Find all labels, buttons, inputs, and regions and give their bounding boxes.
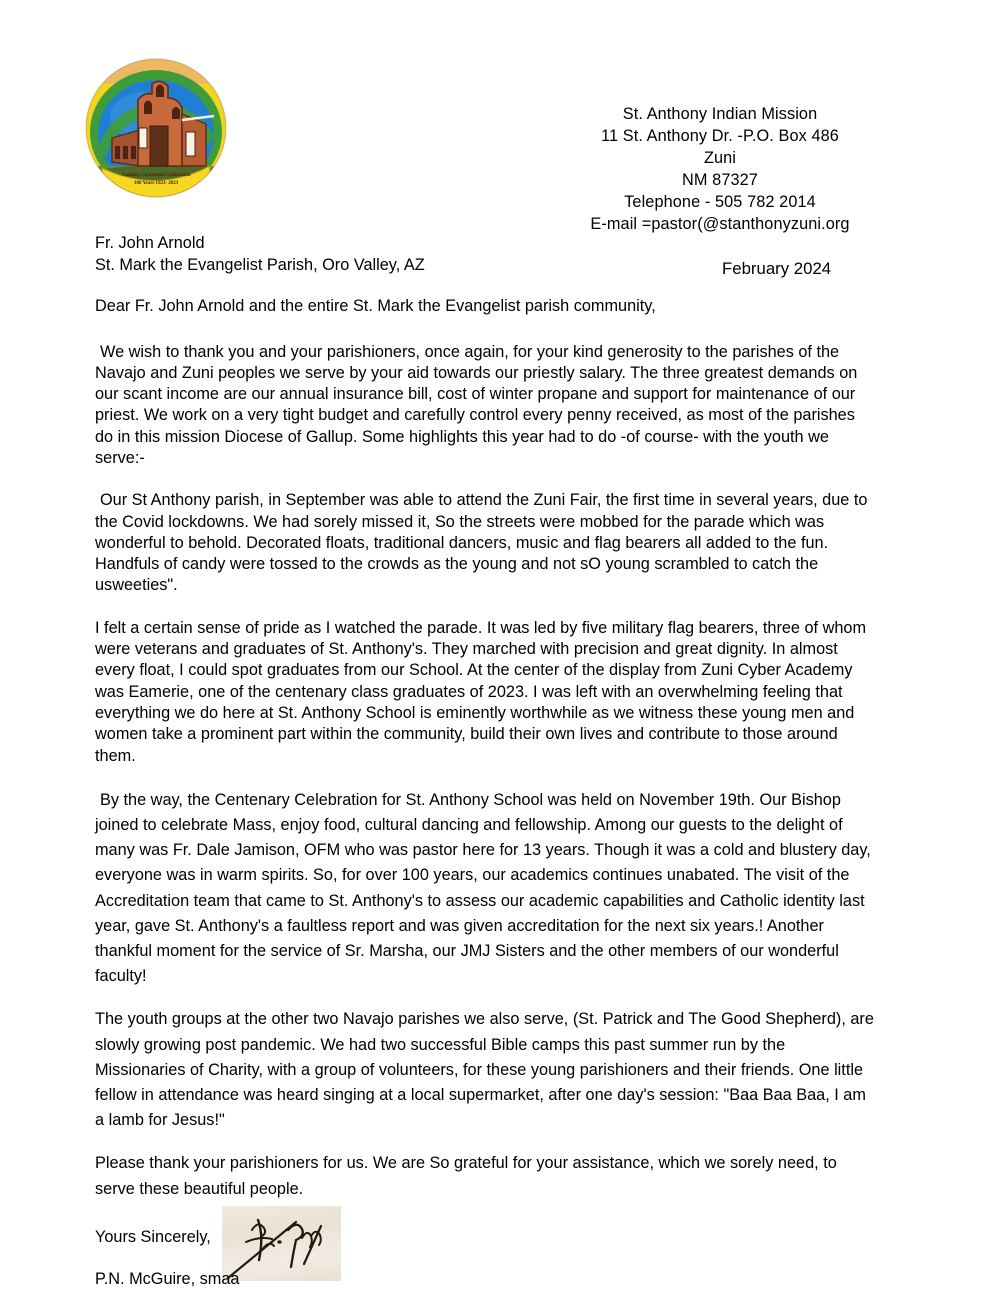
address-line-telephone: Telephone - 505 782 2014 [624,193,816,211]
address-line-street: 11 St. Anthony Dr. -P.O. Box 486 [601,127,839,145]
valediction: Yours Sincerely, [95,1227,211,1246]
body-paragraph-4: By the way, the Centenary Celebration for St. Anthony School was held on November 19th. Our Bishop joined to celebrate Mass, enjoy food, cultural dancing and fellowship. Among our guests to the delight of many was Fr. Dale Jamison, OFM who was pastor here for 13 years. Though it was a cold and blustery day, everyone was in warm spirits. So, for over 100 years, our academics continues unabated. The visit of the Accreditation team that came to St. Anthony's to assess our academic capabilities and Catholic identity last year, gave St. Anthony's a faultless report and was given accreditation for the next six years.! Another thankful moment for the service of Sr. Marsha, our JMJ Sisters and the other members of our wonderful faculty! [95,790,871,986]
address-line-state-zip: NM 87327 [682,171,758,189]
body-paragraph-3: I felt a certain sense of pride as I watched the parade. It was led by five military flag bearers, three of whom were veterans and graduates of St. Anthony's. They marched with precision and great dignity. In almost every float, I could spot graduates from our School. At the center of the display from Zuni Cyber Academy was Eamerie, one of the centenary class graduates of 2023. I was left with an overwhelming feeling that everything we do here at St. Anthony School is eminently worthwhile as we witness these young men and women take a prominent part within the community, build their own lives and contribute to those around them. [95,618,867,765]
address-line-city: Zuni [703,149,737,167]
mission-logo [82,54,230,202]
sender-address [520,103,920,235]
address-line-email: E-mail =pastor(@stanthonyzuni.org [590,215,850,233]
recipient-name: Fr. John Arnold [95,234,205,252]
address-line-organization: St. Anthony Indian Mission [622,105,818,123]
body-paragraph-1: We wish to thank you and your parishioners, once again, for your kind generosity to the parishes of the Navajo and Zuni peoples we serve by your aid towards our priestly salary. The three greatest demands on our scant income are our annual insurance bill, cost of winter propane and support for maintenance of our priest. We work on a very tight budget and carefully control every penny received, as most of the parishes do in this mission Diocese of Gallup. Some highlights this year had to do -of course- with the youth we serve:- [95,342,858,467]
signature-image [222,1206,341,1281]
body-paragraph-5: The youth groups at the other two Navajo parishes we also serve, (St. Patrick and The Good Shepherd), are slowly growing post pandemic. We had two successful Bible camps this past summer run by the Missionaries of Charity, with a group of volunteers, for these young parishioners and their friends. One little fellow in attendance was heard singing at a local supermarket, after one day's session: "Baa Baa Baa, I am a lamb for Jesus!" [95,1010,874,1130]
letter-body [95,296,877,1306]
body-paragraph-6: Please thank your parishioners for us. We are So grateful for your assistance, which we sorely need, to serve these beautiful people. [95,1154,837,1198]
closing-block [95,1220,877,1306]
handwritten-signature-icon [222,1206,341,1281]
recipient-block [95,233,425,276]
body-paragraph-2: Our St Anthony parish, in September was able to attend the Zuni Fair, the first time in several years, due to the Covid lockdowns. We had sorely missed it, So the streets were mobbed for the parade which was wonderful to behold. Decorated floats, traditional dancers, music and flag bearers all added to the fun. Handfuls of candy were tossed to the crowds as the young and not sO young scrambled to catch the usweeties". [95,491,868,595]
salutation: Dear Fr. John Arnold and the entire St. Mark the Evangelist parish community, [95,297,656,315]
logo-caption-line-2: 100 Years 1923- 2023 [133,180,179,186]
letter-date: February 2024 [722,259,832,278]
logo-caption-line-1: Anthony Centennial Celebration [121,172,191,178]
recipient-address: St. Mark the Evangelist Parish, Oro Valley, AZ [95,255,425,274]
letterhead [0,0,999,240]
signer-name: P.N. McGuire, smaa [95,1269,240,1288]
